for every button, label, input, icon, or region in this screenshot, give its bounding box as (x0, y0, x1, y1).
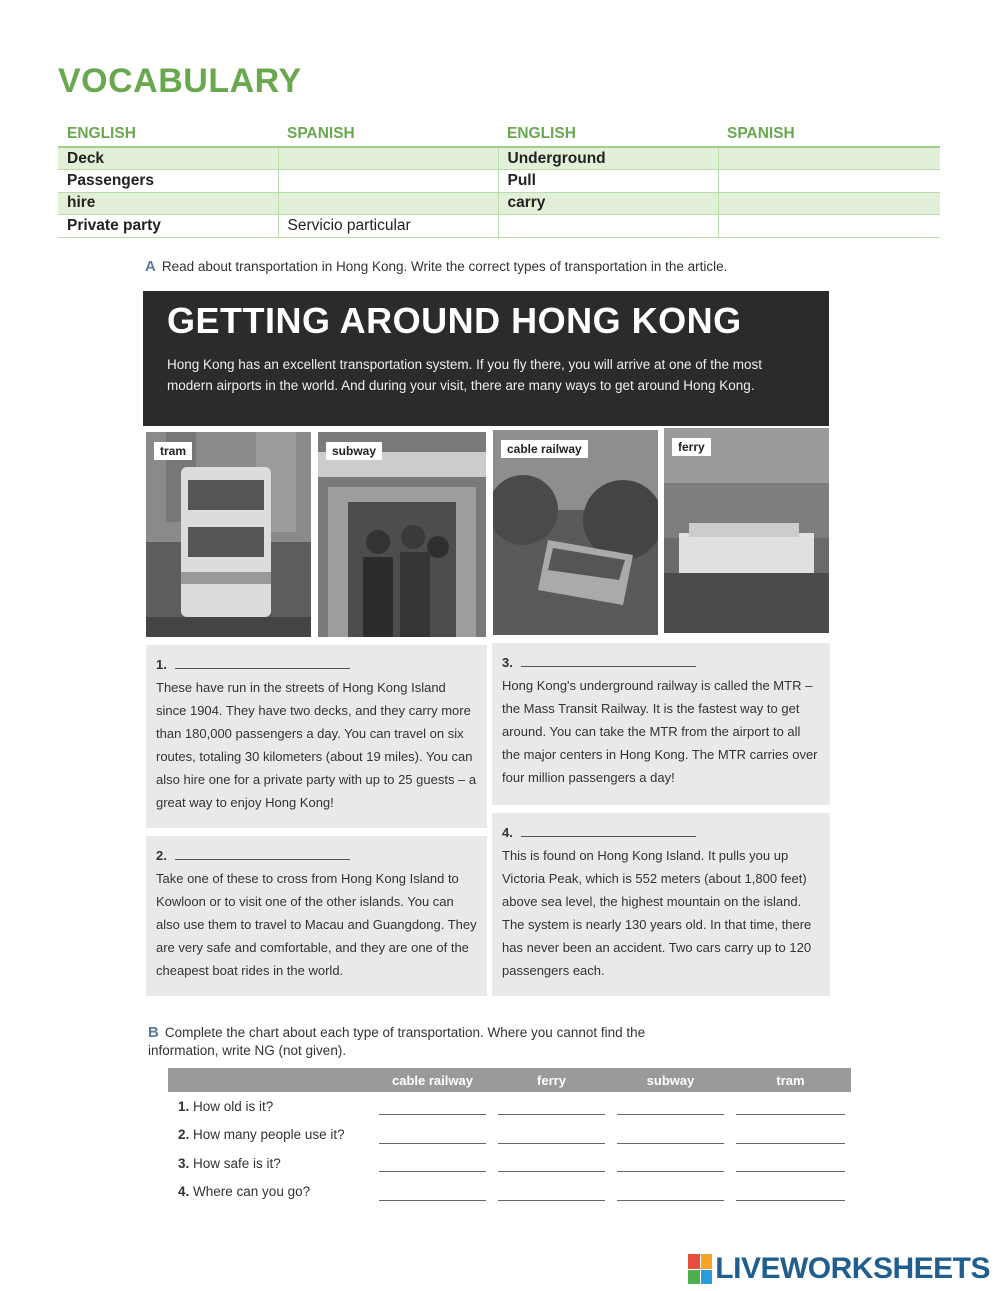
logo-square-icon (701, 1254, 713, 1269)
ferry-photo (664, 428, 829, 633)
paragraph-number: 1. (156, 657, 167, 672)
chart-answer-blank[interactable] (373, 1092, 492, 1121)
logo-square-icon (701, 1270, 713, 1285)
cable-railway-label: cable railway (501, 440, 588, 458)
chart-answer-blank[interactable] (373, 1178, 492, 1207)
chart-answer-blank[interactable] (492, 1092, 611, 1121)
chart-row (168, 1149, 851, 1178)
liveworksheets-mark-icon (688, 1254, 712, 1284)
chart-answer-blank[interactable] (373, 1149, 492, 1178)
chart-header-ferry: ferry (492, 1068, 611, 1092)
liveworksheets-brand: LIVEWORKSHEETS (715, 1252, 990, 1285)
logo-square-icon (688, 1254, 700, 1269)
chart-answer-blank[interactable] (611, 1092, 730, 1121)
answer-blank[interactable] (521, 655, 696, 667)
chart-answer-blank[interactable] (730, 1121, 851, 1150)
subway-image-icon (318, 432, 486, 637)
vocabulary-row (58, 170, 940, 193)
spanish-answer-field[interactable] (718, 170, 940, 193)
paragraph-2 (146, 836, 487, 996)
spanish-answer-field[interactable] (278, 170, 498, 193)
chart-header-row (168, 1068, 851, 1092)
english-word (498, 215, 718, 238)
vocabulary-header-row (58, 122, 940, 147)
english-word: carry (498, 192, 718, 215)
logo-square-icon (688, 1270, 700, 1285)
paragraph-1 (146, 645, 487, 828)
chart-answer-blank[interactable] (373, 1121, 492, 1150)
vocabulary-title: VOCABULARY (58, 62, 302, 100)
spanish-answer-field[interactable] (278, 147, 498, 170)
subway-photo (318, 432, 486, 637)
section-a-instruction (145, 258, 727, 275)
vocabulary-row (58, 215, 940, 238)
chart-answer-blank[interactable] (492, 1178, 611, 1207)
chart-answer-blank[interactable] (730, 1149, 851, 1178)
spanish-translation[interactable]: Servicio particular (278, 215, 498, 238)
article-intro: Hong Kong has an excellent transportation system. If you fly there, you will arrive at one of the most modern airports in the world. And during your visit, there are many ways to get around Hong Kong. (167, 357, 763, 393)
subway-label: subway (326, 442, 382, 460)
section-b-instruction (148, 1024, 668, 1060)
cable-railway-image-icon (493, 430, 658, 635)
answer-blank[interactable] (175, 657, 350, 669)
chart-question: 4. Where can you go? (178, 1184, 311, 1200)
article-title: GETTING AROUND HONG KONG (167, 300, 742, 341)
chart-row (168, 1092, 851, 1121)
header-english: ENGLISH (58, 122, 278, 147)
answer-blank[interactable] (175, 848, 350, 860)
english-word: Underground (498, 147, 718, 170)
vocabulary-row (58, 192, 940, 215)
ferry-image-icon (664, 428, 829, 633)
chart-question: 2. How many people use it? (178, 1127, 345, 1143)
chart-question: 1. How old is it? (178, 1098, 274, 1114)
chart-answer-blank[interactable] (492, 1149, 611, 1178)
english-word: Private party (58, 215, 278, 238)
paragraph-text: Take one of these to cross from Hong Kong Island to Kowloon or to visit one of the other islands. You can also use them to travel to Macau and Guangdong. They are very safe and comfortable, and they are one of the cheapest boat rides in the world. (156, 871, 477, 978)
liveworksheets-logo[interactable] (688, 1252, 990, 1286)
chart-answer-blank[interactable] (730, 1178, 851, 1207)
english-word: Passengers (58, 170, 278, 193)
chart-row (168, 1121, 851, 1150)
section-a-letter: A (145, 258, 156, 275)
header-english: ENGLISH (498, 122, 718, 147)
paragraph-text: This is found on Hong Kong Island. It pulls you up Victoria Peak, which is 552 meters (about 1,800 feet) above sea level, the highest mountain on the island. The system is nearly 130 years old. In that time, there has never been an accident. Two cars carry up to 120 passengers each. (502, 848, 812, 978)
header-spanish: SPANISH (278, 122, 498, 147)
chart-header-tram: tram (730, 1068, 851, 1092)
spanish-answer-field[interactable] (718, 192, 940, 215)
paragraph-number: 2. (156, 848, 167, 863)
vocabulary-table (58, 122, 940, 238)
cable-railway-photo (493, 430, 658, 635)
paragraph-text: Hong Kong's underground railway is called the MTR – the Mass Transit Railway. It is the fastest way to get around. You can take the MTR from the airport to all the major centers in Hong Kong. The MTR carries over four million passengers a day! (502, 678, 818, 785)
vocabulary-row (58, 147, 940, 170)
chart-answer-blank[interactable] (611, 1121, 730, 1150)
english-word: Deck (58, 147, 278, 170)
chart-header-empty (168, 1068, 373, 1092)
paragraph-number: 4. (502, 825, 513, 840)
chart-answer-blank[interactable] (611, 1178, 730, 1207)
paragraph-3 (492, 643, 830, 805)
chart-header-cable-railway: cable railway (373, 1068, 492, 1092)
answer-blank[interactable] (521, 825, 696, 837)
paragraph-number: 3. (502, 655, 513, 670)
spanish-answer-field[interactable] (718, 215, 940, 238)
paragraph-4 (492, 813, 830, 996)
spanish-answer-field[interactable] (278, 192, 498, 215)
english-word: hire (58, 192, 278, 215)
english-word: Pull (498, 170, 718, 193)
tram-label: tram (154, 442, 192, 460)
tram-photo (146, 432, 311, 637)
chart-answer-blank[interactable] (492, 1121, 611, 1150)
spanish-answer-field[interactable] (718, 147, 940, 170)
chart-answer-blank[interactable] (611, 1149, 730, 1178)
chart-row (168, 1178, 851, 1207)
section-b-letter: B (148, 1024, 159, 1041)
chart-header-subway: subway (611, 1068, 730, 1092)
transportation-chart (168, 1068, 851, 1206)
header-spanish: SPANISH (718, 122, 940, 147)
ferry-label: ferry (672, 438, 711, 456)
chart-answer-blank[interactable] (730, 1092, 851, 1121)
tram-image-icon (146, 432, 311, 637)
paragraph-text: These have run in the streets of Hong Kong Island since 1904. They have two decks, and they carry more than 180,000 passengers a day. You can travel on six routes, totaling 30 kilometers (about 19 miles). You can also hire one for a private party with up to 25 guests – a great way to enjoy Hong Kong! (156, 680, 477, 810)
chart-question: 3. How safe is it? (178, 1155, 281, 1171)
section-a-text: Read about transportation in Hong Kong. Write the correct types of transportation in the article. (161, 259, 728, 274)
section-b-text: Complete the chart about each type of transportation. Where you cannot find the information, write NG (not given). (148, 1025, 646, 1058)
